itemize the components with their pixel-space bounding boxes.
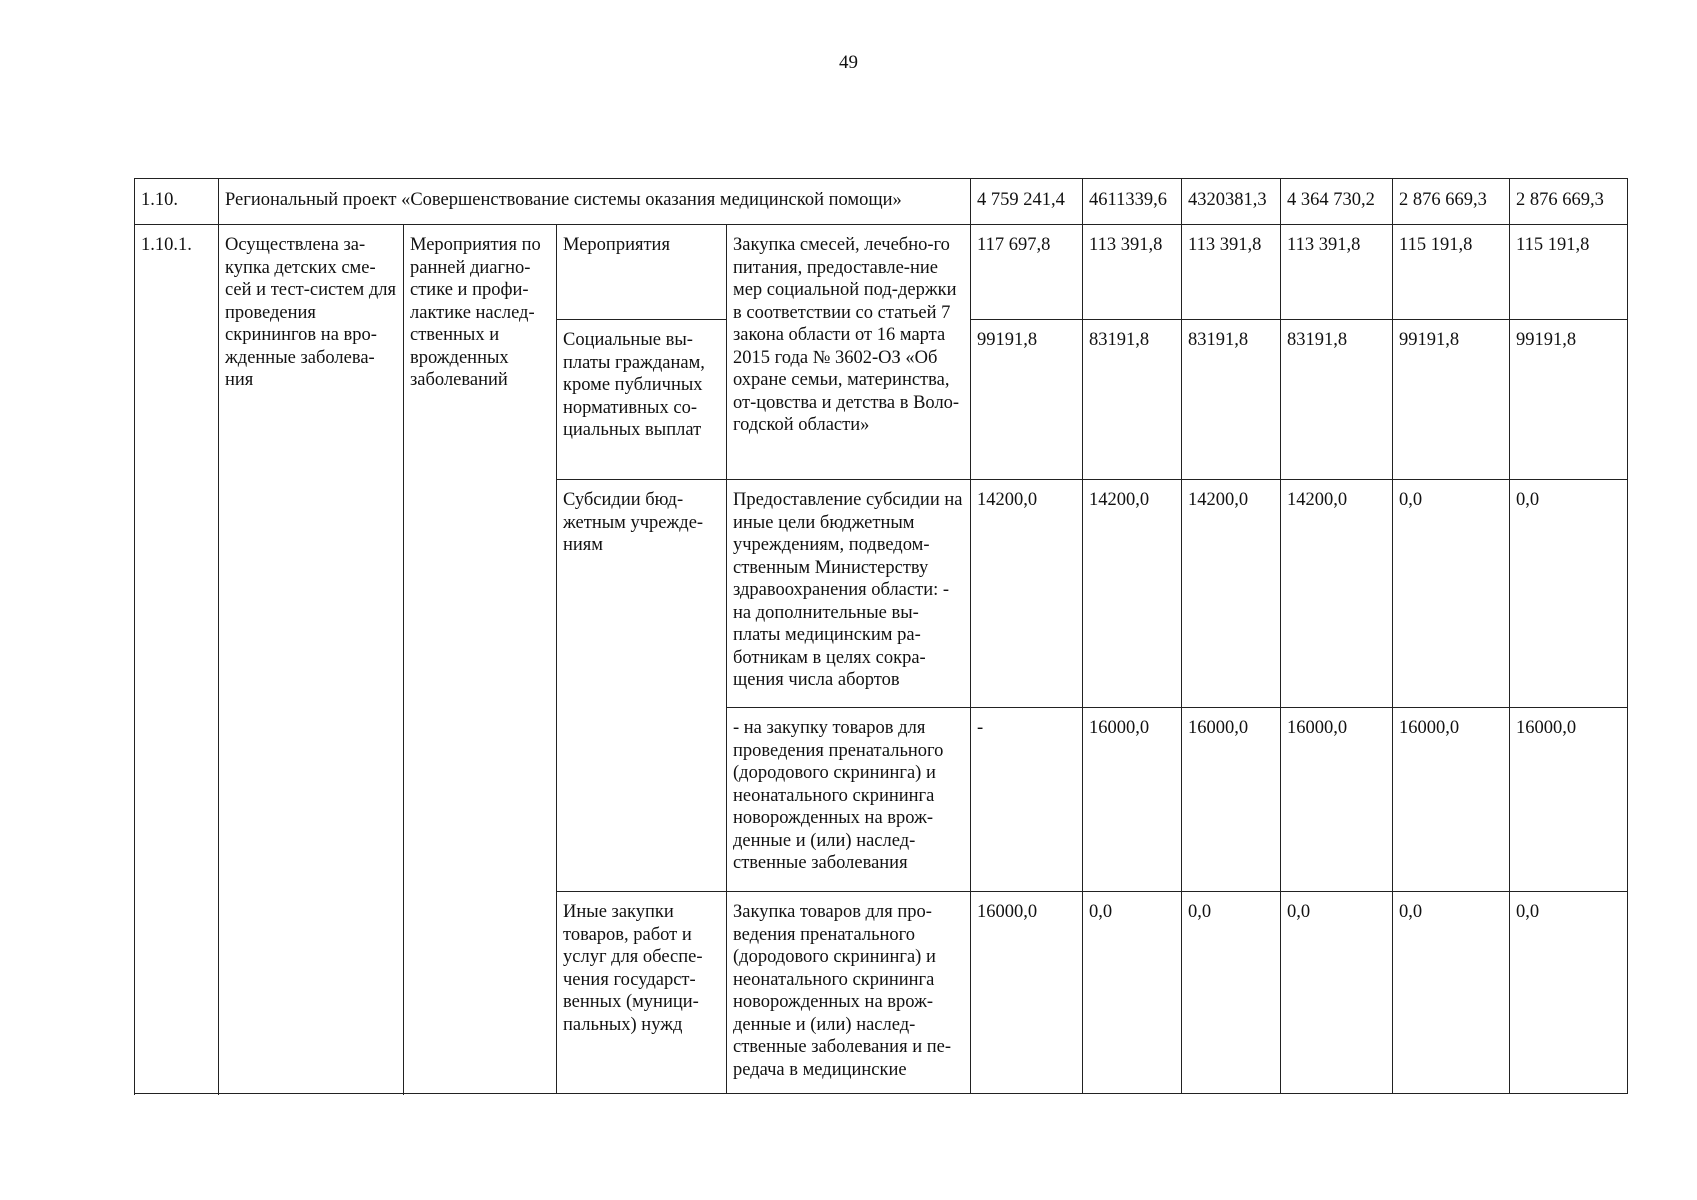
page-number: 49 — [839, 52, 858, 73]
project-value-4: 4 364 730,2 — [1281, 179, 1393, 225]
item-measure: Мероприятия по ранней диагно-стике и профи-лактике наслед-ственных и врожденных заболеваний — [404, 225, 557, 1094]
value-cell: 16000,0 — [1510, 708, 1628, 892]
expense-purpose: - на закупку товаров для проведения пренатального (дородового скрининга) и неонатального скрининга новорожденных на врож-денные и (или) наслед-ственные заболевания — [727, 708, 971, 892]
value-cell: 115 191,8 — [1393, 225, 1510, 320]
project-value-1: 4 759 241,4 — [971, 179, 1083, 225]
item-code: 1.10.1. — [135, 225, 219, 1094]
value-cell: 14200,0 — [1281, 480, 1393, 708]
value-cell: 0,0 — [1281, 892, 1393, 1094]
value-cell: 16000,0 — [971, 892, 1083, 1094]
value-cell: 0,0 — [1510, 480, 1628, 708]
value-cell: 0,0 — [1393, 480, 1510, 708]
expense-purpose: Закупка товаров для про-ведения пренатального (дородового скрининга) и неонатального скрининга новорожденных на врож-денные и (или) наслед-ственные заболевания и пе-редача в медицинские — [727, 892, 971, 1094]
value-cell: 83191,8 — [1182, 320, 1281, 480]
project-value-5: 2 876 669,3 — [1393, 179, 1510, 225]
value-cell: 0,0 — [1083, 892, 1182, 1094]
expense-type: Социальные вы-платы гражданам, кроме публичных нормативных со-циальных выплат — [557, 320, 727, 480]
project-title: Региональный проект «Совершенствование системы оказания медицинской помощи» — [219, 179, 971, 225]
value-cell: 99191,8 — [971, 320, 1083, 480]
expense-type: Субсидии бюд-жетным учрежде-ниям — [557, 480, 727, 892]
value-cell: 14200,0 — [1083, 480, 1182, 708]
value-cell: 14200,0 — [1182, 480, 1281, 708]
project-row — [135, 179, 1628, 225]
value-cell: 99191,8 — [1393, 320, 1510, 480]
project-value-3: 4320381,3 — [1182, 179, 1281, 225]
table-row — [135, 225, 1628, 320]
project-value-6: 2 876 669,3 — [1510, 179, 1628, 225]
value-cell: 16000,0 — [1182, 708, 1281, 892]
value-cell: 0,0 — [1393, 892, 1510, 1094]
value-cell: 16000,0 — [1083, 708, 1182, 892]
value-cell: 115 191,8 — [1510, 225, 1628, 320]
value-cell: 113 391,8 — [1182, 225, 1281, 320]
value-cell: 83191,8 — [1083, 320, 1182, 480]
budget-table — [134, 178, 1628, 1094]
value-cell: 16000,0 — [1281, 708, 1393, 892]
expense-purpose: Закупка смесей, лечебно-го питания, предоставле-ние мер социальной под-держки в соответствии со статьей 7 закона области от 16 марта 2015 года № 3602-ОЗ «Об охране семьи, материнства, от-цовства и детства в Воло-годской области» — [727, 225, 971, 480]
expense-type: Мероприятия — [557, 225, 727, 320]
value-cell: 113 391,8 — [1281, 225, 1393, 320]
value-cell: 83191,8 — [1281, 320, 1393, 480]
expense-purpose: Предоставление субсидии на иные цели бюджетным учреждениям, подведом-ственным Министерству здравоохранения области: - на дополнительные вы-платы медицинским ра-ботникам в целях сокра-щения числа абортов — [727, 480, 971, 708]
project-value-2: 4611339,6 — [1083, 179, 1182, 225]
value-cell: 14200,0 — [971, 480, 1083, 708]
value-cell: 16000,0 — [1393, 708, 1510, 892]
item-result: Осуществлена за-купка детских сме-сей и тест-систем для проведения скринингов на вро-жденные заболева-ния — [219, 225, 404, 1094]
project-code: 1.10. — [135, 179, 219, 225]
value-cell: 99191,8 — [1510, 320, 1628, 480]
value-cell: - — [971, 708, 1083, 892]
value-cell: 117 697,8 — [971, 225, 1083, 320]
value-cell: 0,0 — [1182, 892, 1281, 1094]
value-cell: 0,0 — [1510, 892, 1628, 1094]
expense-type: Иные закупки товаров, работ и услуг для обеспе-чения государст-венных (муници-пальных) нужд — [557, 892, 727, 1094]
value-cell: 113 391,8 — [1083, 225, 1182, 320]
